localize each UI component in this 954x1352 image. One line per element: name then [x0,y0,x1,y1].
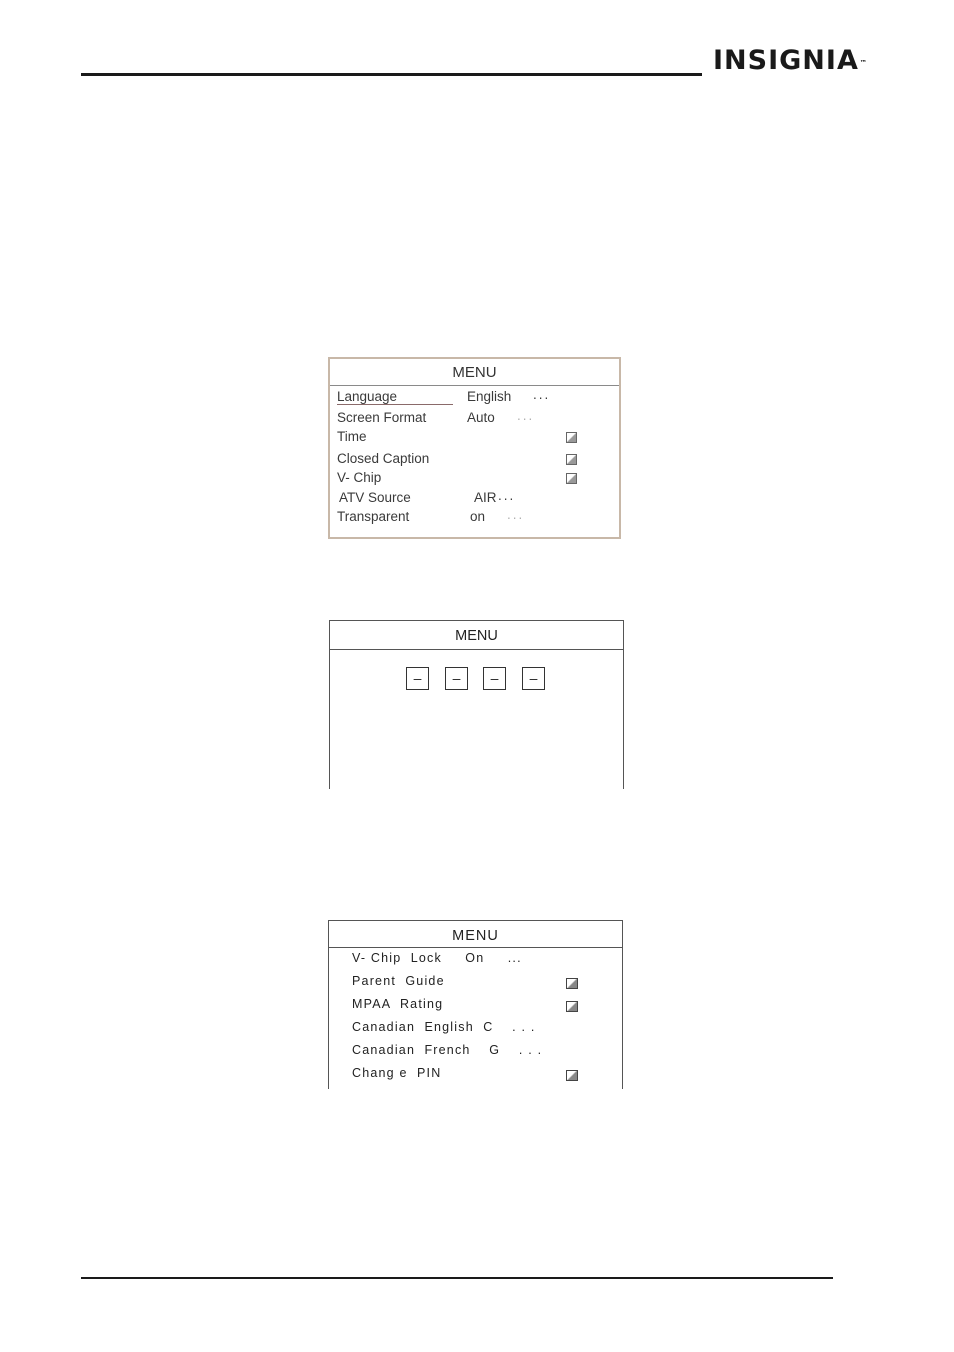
submenu-arrow-icon [566,1001,578,1012]
vchip-menu [328,920,623,1089]
menu-item-closed-caption[interactable]: Closed Caption [337,451,613,470]
menu-title: MENU [330,621,623,650]
menu-item-screen-format[interactable]: Screen Format Auto ... [337,408,535,425]
submenu-arrow-icon [566,978,578,989]
menu-item-canadian-english[interactable]: Canadian English C . . . [352,1020,536,1034]
submenu-arrow-icon [566,473,577,484]
menu-item-time[interactable]: Time [337,429,613,448]
menu-item-change-pin[interactable]: Chang e PIN [352,1066,612,1084]
setup-menu [328,357,621,539]
pin-digit-1[interactable]: – [406,667,429,690]
menu-title: MENU [329,921,622,948]
brand-logo: INSIGNIA™ [713,45,868,76]
menu-item-v-chip[interactable]: V- Chip [337,470,613,489]
menu-item-transparent[interactable]: Transparent on ... [337,507,525,524]
pin-digit-2[interactable]: – [445,667,468,690]
menu-item-parent-guide[interactable]: Parent Guide [352,974,612,992]
header-rule [81,73,702,76]
submenu-arrow-icon [566,432,577,443]
pin-digit-4[interactable]: – [522,667,545,690]
menu-item-vchip-lock[interactable]: V- Chip Lock On ... [352,951,522,965]
submenu-arrow-icon [566,1070,578,1081]
menu-title: MENU [330,359,619,386]
menu-item-atv-source[interactable]: ATV Source AIR ... [339,488,516,505]
menu-item-mpaa-rating[interactable]: MPAA Rating [352,997,612,1015]
menu-item-language[interactable]: Language English ... [337,387,551,404]
menu-item-canadian-french[interactable]: Canadian French G . . . [352,1043,543,1057]
pin-digit-3[interactable]: – [483,667,506,690]
pin-entry-menu [329,620,624,789]
footer-rule [81,1277,833,1279]
submenu-arrow-icon [566,454,577,465]
